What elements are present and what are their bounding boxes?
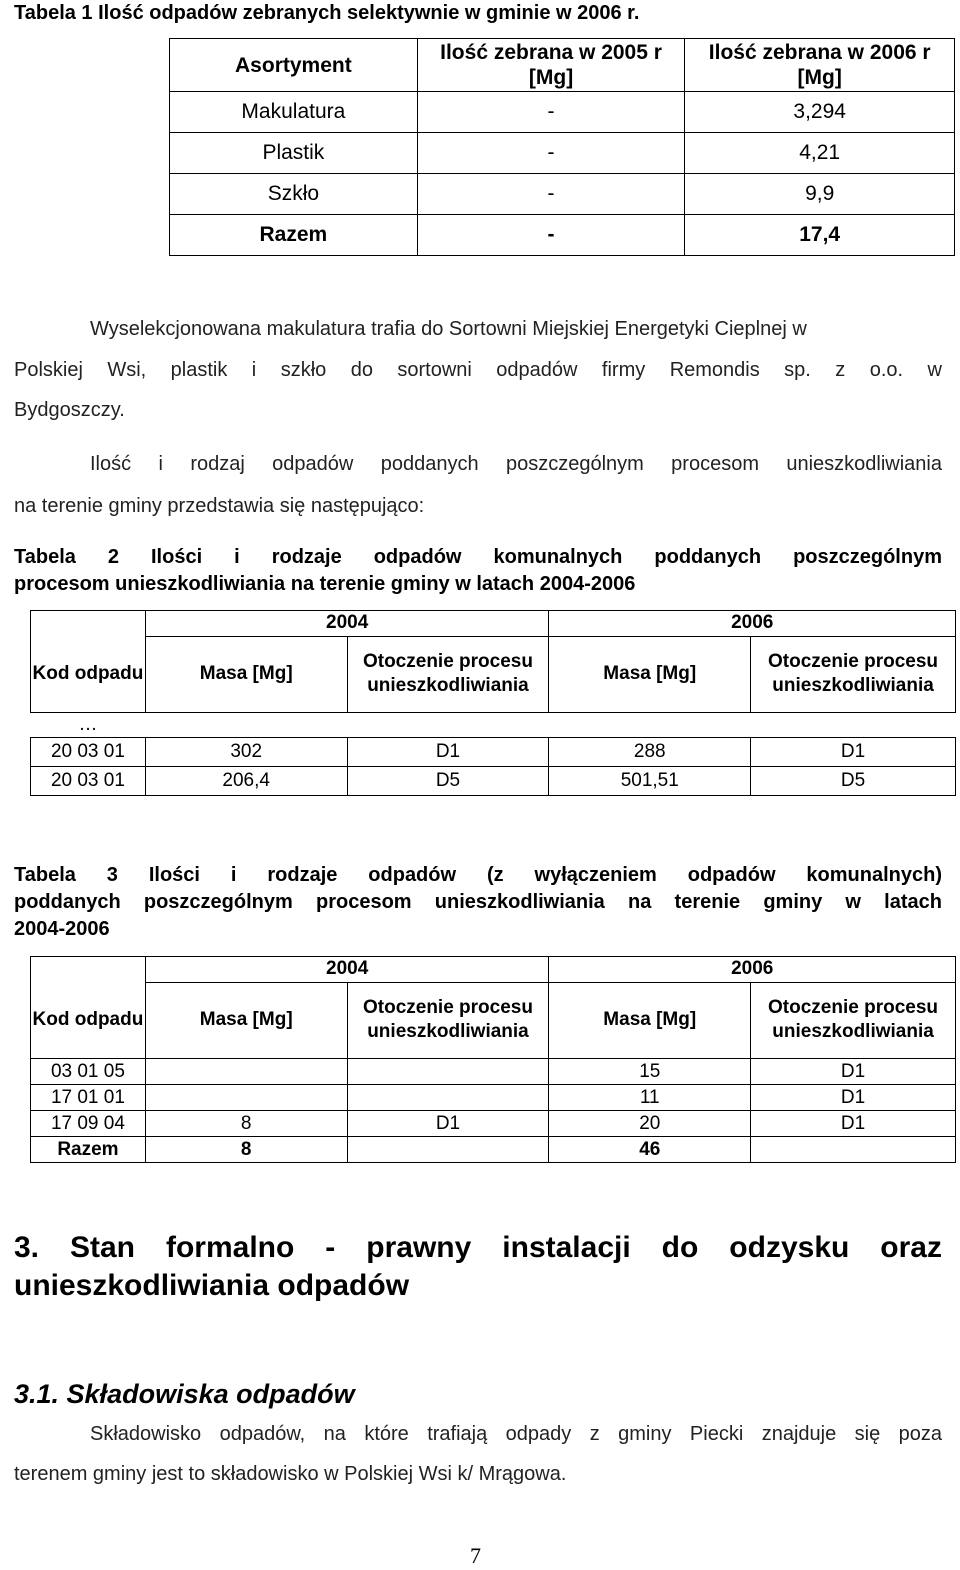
section31-heading: 3.1. Składowiska odpadów: [14, 1379, 355, 1409]
table1: [169, 38, 955, 256]
table1-header-cell: Asortyment: [170, 39, 418, 92]
table-cell: 501,51: [549, 767, 751, 796]
table-cell: [145, 1059, 347, 1085]
table-cell: -: [417, 215, 685, 256]
kod-odpadu-header: Kod odpadu: [31, 982, 146, 1059]
table-cell: Plastik: [170, 133, 418, 174]
table-cell: [347, 713, 549, 738]
paragraph1-line2: Polskiej Wsi, plastik i szkło do sortowni odpadów firmy Remondis sp. z o.o. w: [14, 359, 942, 381]
table-cell: 11: [549, 1085, 751, 1111]
table-row: [31, 1111, 956, 1137]
table-cell: 206,4: [145, 767, 347, 796]
otoczenie-header: Otoczenie procesu unieszkodliwiania: [347, 982, 549, 1059]
table-cell: 17 01 01: [31, 1085, 146, 1111]
page-number: 7: [470, 1543, 481, 1568]
otoczenie-header: Otoczenie procesu unieszkodliwiania: [347, 636, 549, 713]
table-cell: Makulatura: [170, 92, 418, 133]
table2-caption-line2: procesom unieszkodliwiania na terenie gminy w latach 2004-2006: [14, 573, 636, 595]
table-cell: -: [417, 174, 685, 215]
table-cell: 20: [549, 1111, 751, 1137]
year-header-2006: 2006: [549, 957, 956, 983]
table-cell: D1: [751, 1059, 956, 1085]
table-cell: 17,4: [685, 215, 955, 256]
section31-line1: Składowisko odpadów, na które trafiają odpady z gminy Piecki znajduje się poza: [90, 1423, 942, 1445]
table-cell: 20 03 01: [31, 767, 146, 796]
section3-heading-line2: unieszkodliwiania odpadów: [14, 1269, 410, 1302]
table2: [30, 610, 956, 796]
table3: [30, 956, 956, 1163]
table3-caption-line1: Tabela 3 Ilości i rodzaje odpadów (z wyłączeniem odpadów komunalnych): [14, 864, 942, 886]
table-cell: 03 01 05: [31, 1059, 146, 1085]
table-cell: [549, 713, 751, 738]
table-cell: [751, 1137, 956, 1163]
table-cell: D5: [347, 767, 549, 796]
table-cell: D1: [751, 1111, 956, 1137]
table-cell: D1: [347, 738, 549, 767]
table-cell: 8: [145, 1111, 347, 1137]
table-cell: 9,9: [685, 174, 955, 215]
table-row: [170, 92, 955, 133]
table-cell: Razem: [170, 215, 418, 256]
table-row: [170, 133, 955, 174]
masa-header: Masa [Mg]: [145, 982, 347, 1059]
paragraph2-line1: Ilość i rodzaj odpadów poddanych poszczególnym procesom unieszkodliwiania: [90, 453, 942, 475]
table2-caption-line1: Tabela 2 Ilości i rodzaje odpadów komunalnych poddanych poszczególnym: [14, 546, 942, 568]
table-cell: 288: [549, 738, 751, 767]
table-cell: [31, 611, 146, 637]
table2-header-row: [31, 636, 956, 713]
table-cell: 20 03 01: [31, 738, 146, 767]
table-cell: [347, 1085, 549, 1111]
table2-year-row: [31, 611, 956, 637]
masa-header: Masa [Mg]: [145, 636, 347, 713]
table-cell: D1: [347, 1111, 549, 1137]
table-cell: -: [417, 133, 685, 174]
table-cell: 3,294: [685, 92, 955, 133]
table-cell: D1: [751, 738, 956, 767]
year-header-2004: 2004: [145, 957, 549, 983]
masa-header: Masa [Mg]: [549, 636, 751, 713]
year-header-2004: 2004: [145, 611, 549, 637]
table-cell: D5: [751, 767, 956, 796]
table-cell: 15: [549, 1059, 751, 1085]
year-header-2006: 2006: [549, 611, 956, 637]
table-cell: [751, 713, 956, 738]
table-row: [31, 1059, 956, 1085]
table-row: [170, 174, 955, 215]
table3-year-row: [31, 957, 956, 983]
table-cell: Razem: [31, 1137, 146, 1163]
table3-total-row: [31, 1137, 956, 1163]
ellipsis-cell: …: [78, 714, 98, 735]
table1-header-cell: Ilość zebrana w 2005 r [Mg]: [417, 39, 685, 92]
table-row: [31, 738, 956, 767]
table3-caption-line2: poddanych poszczególnym procesom unieszkodliwiania na terenie gminy w latach: [14, 891, 942, 913]
paragraph2-line2: na terenie gminy przedstawia się następująco:: [14, 495, 425, 517]
table-cell: 302: [145, 738, 347, 767]
table-cell: 4,21: [685, 133, 955, 174]
table1-header-cell: Ilość zebrana w 2006 r [Mg]: [685, 39, 955, 92]
table-cell: D1: [751, 1085, 956, 1111]
table-row: [31, 767, 956, 796]
paragraph1-line1: Wyselekcjonowana makulatura trafia do Sortowni Miejskiej Energetyki Cieplnej w: [90, 318, 807, 340]
table-cell: [145, 1085, 347, 1111]
table-row: [31, 713, 956, 738]
table-cell: 17 09 04: [31, 1111, 146, 1137]
section3-heading-line1: 3. Stan formalno - prawny instalacji do odzysku oraz: [14, 1231, 942, 1264]
table-cell: 8: [145, 1137, 347, 1163]
otoczenie-header: Otoczenie procesu unieszkodliwiania: [751, 982, 956, 1059]
table-row: [31, 1085, 956, 1111]
table1-caption: Tabela 1 Ilość odpadów zebranych selektywnie w gminie w 2006 r.: [14, 2, 640, 24]
masa-header: Masa [Mg]: [549, 982, 751, 1059]
table3-caption-line3: 2004-2006: [14, 918, 110, 940]
table3-header-row: [31, 982, 956, 1059]
section31-line2: terenem gminy jest to składowisko w Polskiej Wsi k/ Mrągowa.: [14, 1463, 567, 1485]
table-cell: [145, 713, 347, 738]
kod-odpadu-header: Kod odpadu: [31, 636, 146, 713]
table-cell: [31, 957, 146, 983]
table-cell: [347, 1059, 549, 1085]
paragraph1-line3: Bydgoszczy.: [14, 399, 125, 421]
table-cell: 46: [549, 1137, 751, 1163]
table-cell: [347, 1137, 549, 1163]
table-cell: -: [417, 92, 685, 133]
table1-header-row: [170, 39, 955, 92]
table1-total-row: [170, 215, 955, 256]
otoczenie-header: Otoczenie procesu unieszkodliwiania: [751, 636, 956, 713]
table-cell: Szkło: [170, 174, 418, 215]
